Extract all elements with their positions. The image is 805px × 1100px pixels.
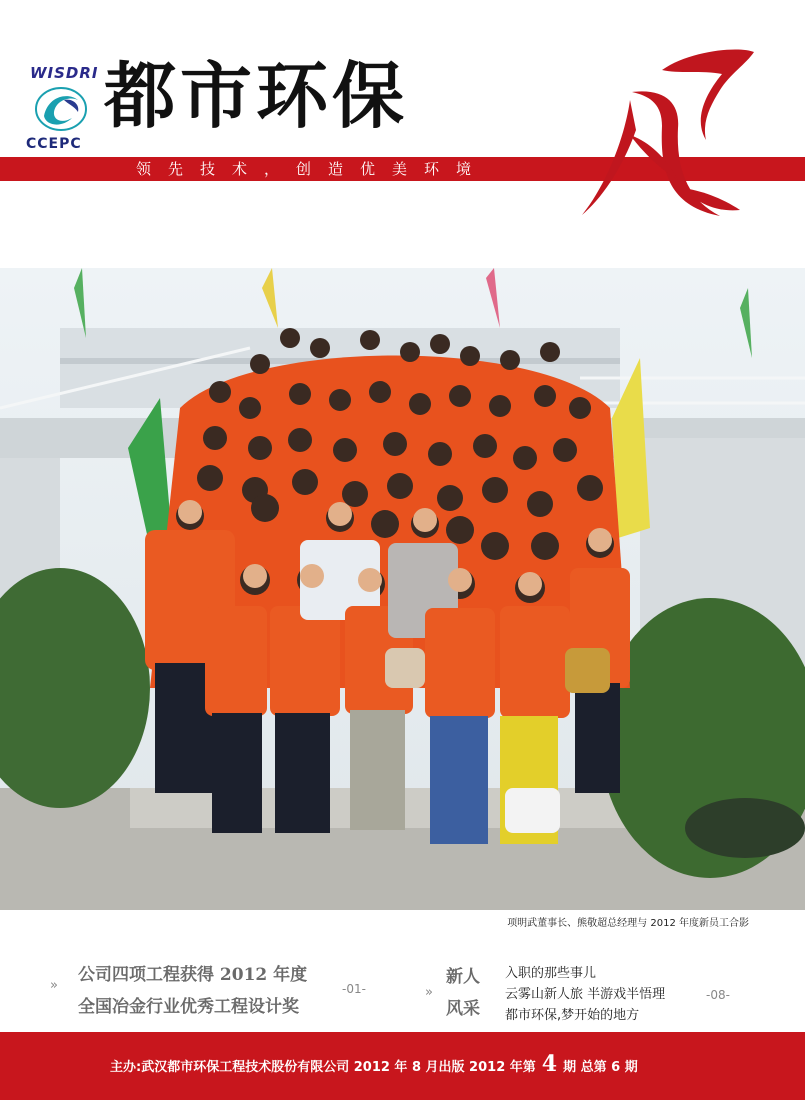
group-photo-illustration [0, 268, 805, 910]
slogan-text: 领先技术，创造优美环境 [136, 160, 489, 178]
group-photo [0, 268, 805, 910]
double-chevron-right-icon: » [50, 978, 58, 993]
article-page-number: -01- [342, 982, 366, 996]
section-label-line-2: 风采 [446, 999, 480, 1019]
calligraphy-wind-character [570, 30, 770, 230]
toc-item[interactable]: 云雾山新人旅 半游戏半悟理 [505, 987, 666, 1002]
magazine-title: 都市环保 [104, 54, 409, 138]
section-label-line-1: 新人 [446, 967, 480, 987]
publisher-prefix: 主办:武汉都市环保工程技术股份有限公司 2012 年 8 月出版 2012 年第 [110, 1060, 536, 1075]
publisher-footer [0, 1032, 805, 1100]
issue-number: 4 [541, 1051, 558, 1077]
publisher-info [110, 1051, 638, 1077]
publisher-suffix: 期 总第 6 期 [563, 1060, 638, 1075]
article-title-line-1: 公司四项工程获得 2012 年度 [78, 965, 308, 985]
double-chevron-right-icon: » [425, 985, 433, 1000]
ccepc-logo-text: CCEPC [26, 136, 82, 152]
section-page-number: -08- [706, 988, 730, 1002]
toc-item[interactable]: 都市环保,梦开始的地方 [505, 1008, 640, 1023]
wisdri-logo-text: WISDRI [30, 64, 99, 82]
article-title-line-2: 全国冶金行业优秀工程设计奖 [78, 997, 299, 1017]
toc-item[interactable]: 入职的那些事儿 [505, 966, 597, 981]
toc-left-article[interactable] [50, 960, 380, 1024]
photo-caption: 项明武董事长、熊敬超总经理与 2012 年度新员工合影 [507, 918, 749, 929]
masthead [0, 0, 805, 230]
company-logo-icon [34, 86, 88, 132]
